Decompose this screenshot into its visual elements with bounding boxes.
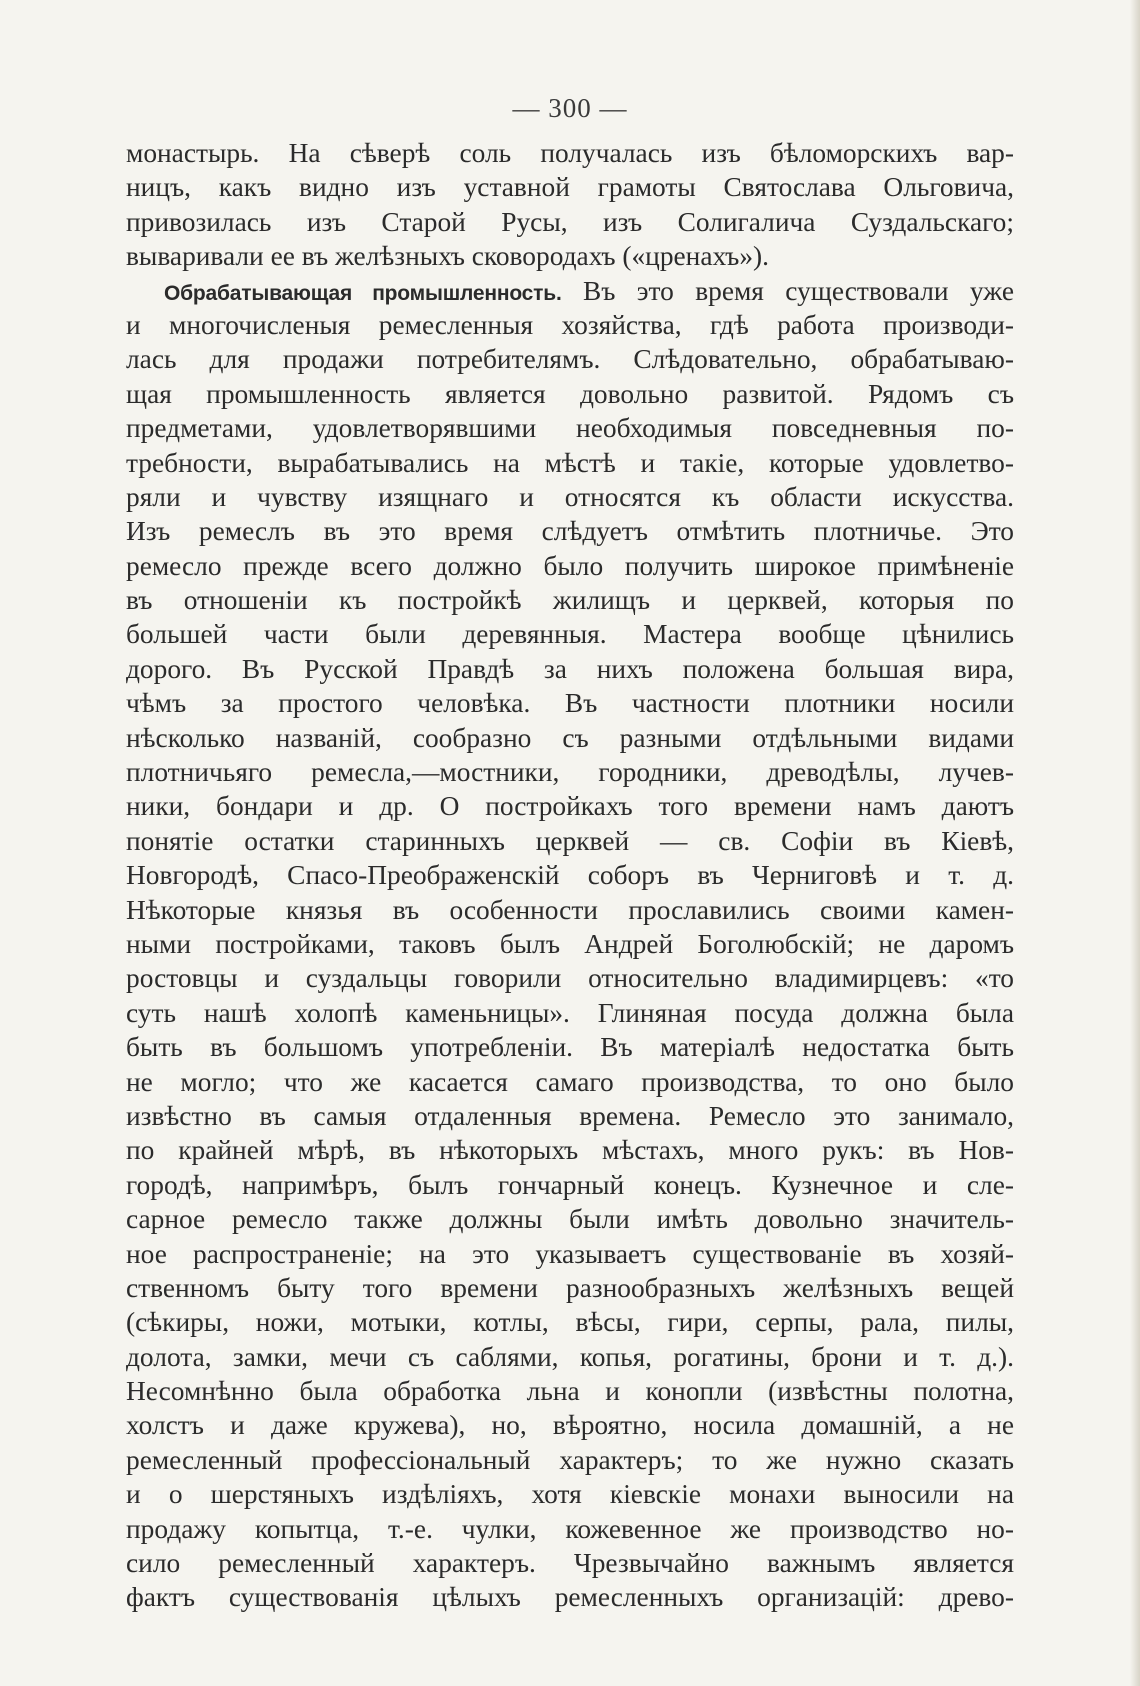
text-line: ственномъ быту того времени разнообразныхъ желѣзныхъ вещей: [126, 1272, 1014, 1303]
text-line: лась для продажи потребителямъ. Слѣдовательно, обрабатываю-: [126, 344, 1014, 375]
text-line: большей части были деревянныя. Мастера вообще цѣнились: [126, 619, 1014, 650]
text-line: привозилась изъ Старой Русы, изъ Солигалича Суздальскаго;: [126, 206, 1014, 237]
text-line: ремесленный профессіональный характеръ; то же нужно сказать: [126, 1444, 1014, 1475]
text-line: вываривали ее въ желѣзныхъ сковородахъ («цренахъ»).: [126, 241, 769, 272]
text-line: (сѣкиры, ножи, мотыки, котлы, вѣсы, гири, серпы, рала, пилы,: [126, 1307, 1014, 1338]
text-line: монастырь. На сѣверѣ соль получалась изъ бѣломорскихъ вар-: [126, 138, 1014, 168]
text-line: ники, бондари и др. О постройкахъ того времени намъ даютъ: [126, 791, 1014, 822]
text-line: ряли и чувству изящнаго и относятся къ области искусства.: [126, 481, 1014, 512]
text-line: Изъ ремеслъ въ это время слѣдуетъ отмѣтить плотничье. Это: [126, 516, 1014, 547]
text-line: щая промышленность является довольно развитой. Рядомъ съ: [126, 378, 1014, 409]
text-line: извѣстно въ самыя отдаленныя времена. Ремесло это занимало,: [126, 1100, 1014, 1131]
text-line: фактъ существованія цѣлыхъ ремесленныхъ организацій: древо-: [126, 1582, 1014, 1613]
text-line: дорого. Въ Русской Правдѣ за нихъ положена большая вира,: [126, 653, 1014, 684]
text-line: ными постройками, таковъ былъ Андрей Боголюбскій; не даромъ: [126, 928, 1014, 959]
text-line: по крайней мѣрѣ, въ нѣкоторыхъ мѣстахъ, много рукъ: въ Нов-: [126, 1135, 1014, 1166]
text-line: нѣсколько названій, сообразно съ разными отдѣльными видами: [126, 722, 1014, 753]
text-line: суть нашѣ холопѣ каменьницы». Глиняная посуда должна была: [126, 997, 1014, 1028]
text-line: Нѣкоторые князья въ особенности прославились своими камен-: [126, 894, 1014, 925]
text-line: Новгородѣ, Спасо-Преображенскій соборъ въ Черниговѣ и т. д.: [126, 860, 1014, 891]
text-line: сарное ремесло также должны были имѣть довольно значитель-: [126, 1204, 1014, 1235]
text-line: предметами, удовлетворявшими необходимыя повседневныя по-: [126, 413, 1014, 444]
text-line: быть въ большомъ употребленіи. Въ матеріалѣ недостатка быть: [126, 1032, 1014, 1063]
text-line: понятіе остатки старинныхъ церквей — св. Софіи въ Кіевѣ,: [126, 825, 1014, 856]
text-line: требности, вырабатывались на мѣстѣ и такіе, которые удовлетво-: [126, 447, 1014, 478]
text-line: Несомнѣнно была обработка льна и конопли (извѣстны полотна,: [126, 1376, 1014, 1407]
text-line: продажу копытца, т.-е. чулки, кожевенное же производство но-: [126, 1513, 1014, 1544]
text-line: не могло; что же касается самаго производства, то оно было: [126, 1066, 1014, 1097]
text-line: долота, замки, мечи съ саблями, копья, рогатины, брони и т. д.).: [126, 1341, 1014, 1372]
page-number: — 300 —: [512, 93, 628, 123]
text-line: и о шерстяныхъ издѣліяхъ, хотя кіевскіе монахи выносили на: [126, 1479, 1014, 1510]
text-line: и многочисленыя ремесленныя хозяйства, гдѣ работа производи-: [126, 309, 1014, 340]
text-line: ремесло прежде всего должно было получить широкое примѣненіе: [126, 550, 1014, 581]
text-line: плотничьяго ремесла,—мостники, городники, древодѣлы, лучев-: [126, 757, 1014, 788]
text-line: въ отношеніи къ постройкѣ жилищъ и церквей, которыя по: [126, 585, 1014, 616]
text-line: сило ремесленный характеръ. Чрезвычайно важнымъ является: [126, 1548, 1014, 1579]
text-line: ницъ, какъ видно изъ уставной грамоты Святослава Ольговича,: [126, 172, 1014, 203]
text-line: холстъ и даже кружева), но, вѣроятно, носила домашній, а не: [126, 1410, 1014, 1441]
body-text: [126, 136, 1014, 1615]
page-edge-shadow: [1130, 0, 1140, 1686]
text-line: ростовцы и суздальцы говорили относительно владимирцевъ: «то: [126, 963, 1014, 994]
text-line: чѣмъ за простого человѣка. Въ частности плотники носили: [126, 688, 1014, 719]
text-line: ное распространеніе; на это указываетъ существованіе въ хозяй-: [126, 1238, 1014, 1269]
section-heading: Обрабатывающая промышленность.: [164, 281, 562, 305]
paragraph-first-line: [126, 274, 1014, 308]
text-line: городѣ, напримѣръ, былъ гончарный конецъ. Кузнечное и сле-: [126, 1169, 1014, 1200]
text-line: Въ это время существовали уже: [582, 275, 1014, 306]
